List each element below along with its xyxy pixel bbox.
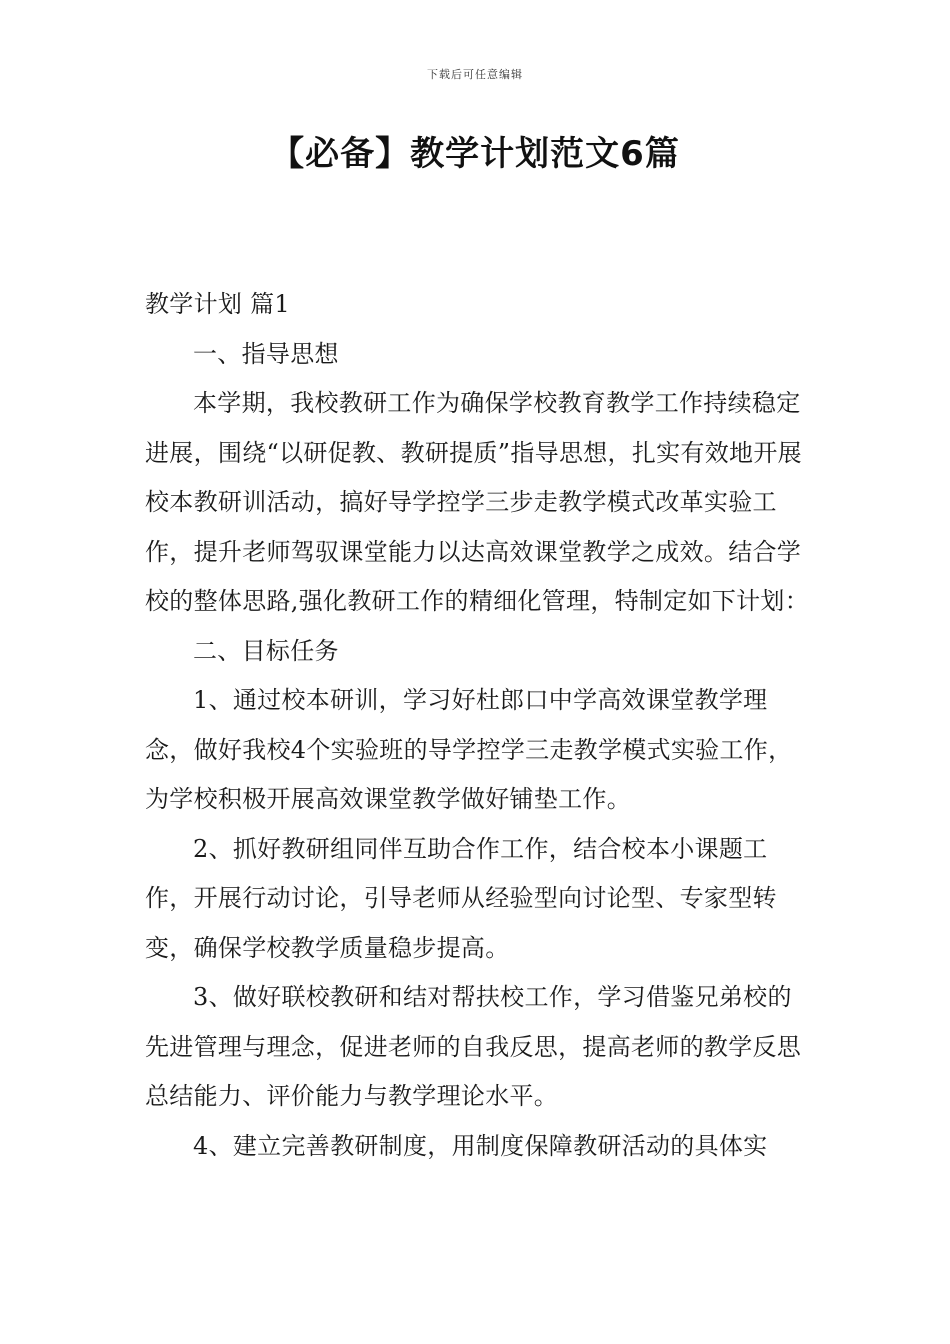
paragraph: 3、做好联校教研和结对帮扶校工作，学习借鉴兄弟校的先进管理与理念，促进老师的自我反思，提高老师的教学反思总结能力、评价能力与教学理论水平。: [145, 983, 802, 1110]
document-title: 【必备】教学计划范文6篇: [270, 134, 680, 174]
heading-guiding-ideology: 一、指导思想: [193, 339, 339, 368]
heading-goals-tasks: 二、目标任务: [193, 636, 339, 665]
paragraph: 1、通过校本研训，学习好杜郎口中学高效课堂教学理念，做好我校4个实验班的导学控学三走教学模式实验工作，为学校积极开展高效课堂教学做好铺垫工作。: [145, 686, 793, 813]
paragraph: 4、建立完善教研制度，用制度保障教研活动的具体实: [193, 1131, 768, 1160]
header-note: 下载后可任意编辑: [427, 68, 523, 81]
document-body: [145, 280, 815, 1171]
paragraph: 2、抓好教研组同伴互助合作工作，结合校本小课题工作，开展行动讨论，引导老师从经验型向讨论型、专家型转变，确保学校教学质量稳步提高。: [145, 834, 777, 962]
paragraph: 本学期，我校教研工作为确保学校教育教学工作持续稳定进展，围绕“以研促教、教研提质”指导思想，扎实有效地开展校本教研训活动，搞好导学控学三步走教学模式改革实验工作，提升老师驾驭课堂能力以达高效课堂教学之成效。结合学校的整体思路,强化教研工作的精细化管理，特制定如下计划：: [145, 389, 810, 615]
section-label: 教学计划 篇1: [145, 290, 290, 318]
